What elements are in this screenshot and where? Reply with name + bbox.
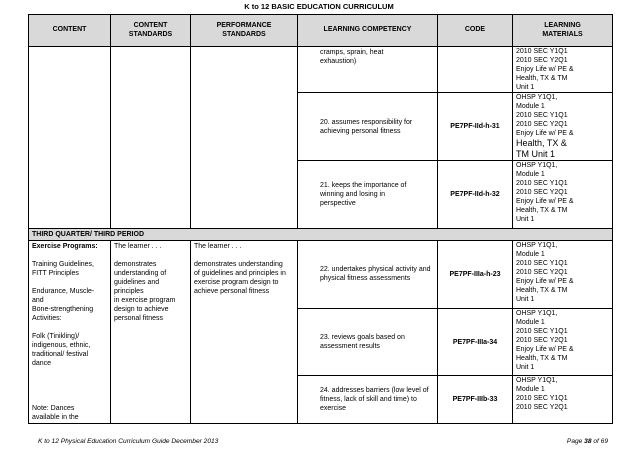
code-cell: PE7PF-IId-h-31 bbox=[438, 93, 513, 161]
materials-text-large: Health, TX & TM Unit 1 bbox=[516, 138, 567, 159]
materials-cell: OHSP Y1Q1, Module 1 2010 SEC Y1Q1 2010 SEC Y2Q1 Enjoy Life w/ PE & Health, TX & TM Unit 1 bbox=[513, 241, 613, 309]
content-standards-cell: The learner . . . demonstrates understanding of guidelines and principles in exercise program design to achieve personal fitness bbox=[111, 241, 191, 424]
curriculum-table bbox=[28, 14, 613, 424]
content-cell-empty bbox=[29, 47, 111, 229]
quarter-heading: THIRD QUARTER/ THIRD PERIOD bbox=[29, 229, 613, 241]
materials-cell bbox=[513, 93, 613, 161]
page-current: 38 bbox=[584, 438, 592, 445]
content-standards-cell-empty bbox=[111, 47, 191, 229]
table-row bbox=[29, 241, 613, 309]
footer-page-number bbox=[567, 438, 608, 445]
materials-text: OHSP Y1Q1, Module 1 2010 SEC Y1Q1 2010 SEC Y2Q1 Enjoy Life w/ PE & bbox=[516, 94, 574, 137]
competency-cell: 21. keeps the importance of winning and losing in perspective bbox=[298, 161, 438, 229]
competency-cell: 24. addresses barriers (low level of fitness, lack of skill and time) to exercise bbox=[298, 376, 438, 424]
materials-cell: OHSP Y1Q1, Module 1 2010 SEC Y1Q1 2010 SEC Y2Q1 Enjoy Life w/ PE & Health, TX & TM Unit 1 bbox=[513, 308, 613, 376]
page-prefix: Page bbox=[566, 438, 585, 445]
header-learning-materials: LEARNING MATERIALS bbox=[513, 15, 613, 47]
header-row bbox=[29, 15, 613, 47]
page-suffix: of 69 bbox=[591, 438, 608, 445]
competency-cell: 22. undertakes physical activity and physical fitness assessments bbox=[298, 241, 438, 309]
code-cell: PE7PF-IIIb-33 bbox=[438, 376, 513, 424]
competency-cell: 23. reviews goals based on assessment results bbox=[298, 308, 438, 376]
quarter-heading-row bbox=[29, 229, 613, 241]
performance-standards-cell: The learner . . . demonstrates understanding of guidelines and principles in exercise program design to achieve personal fitness bbox=[191, 241, 298, 424]
competency-cell: 20. assumes responsibility for achieving personal fitness bbox=[298, 93, 438, 161]
materials-cell: OHSP Y1Q1, Module 1 2010 SEC Y1Q1 2010 SEC Y2Q1 bbox=[513, 376, 613, 424]
header-content-standards: CONTENT STANDARDS bbox=[111, 15, 191, 47]
code-cell bbox=[438, 47, 513, 93]
content-cell bbox=[29, 241, 111, 424]
footer-guide-title: K to 12 Physical Education Curriculum Guide December 2013 bbox=[38, 438, 219, 445]
content-heading: Exercise Programs: bbox=[32, 243, 98, 250]
code-cell: PE7PF-IIIa-34 bbox=[438, 308, 513, 376]
content-body: Training Guidelines, FITT Principles Endurance, Muscle- and Bone-strengthening Activities: Folk (Tinikling)/ indigenous, ethnic, traditional/ festival dance Note: Dances available in the bbox=[32, 261, 95, 421]
document-title: K to 12 BASIC EDUCATION CURRICULUM bbox=[244, 2, 394, 11]
code-cell: PE7PF-IId-h-32 bbox=[438, 161, 513, 229]
table-row bbox=[29, 47, 613, 93]
header-code: CODE bbox=[438, 15, 513, 47]
code-cell: PE7PF-IIIa-h-23 bbox=[438, 241, 513, 309]
competency-cell: cramps, sprain, heat exhaustion) bbox=[298, 47, 438, 93]
header-content: CONTENT bbox=[29, 15, 111, 47]
materials-cell: 2010 SEC Y1Q1 2010 SEC Y2Q1 Enjoy Life w/ PE & Health, TX & TM Unit 1 bbox=[513, 47, 613, 93]
header-learning-competency: LEARNING COMPETENCY bbox=[298, 15, 438, 47]
performance-standards-cell-empty bbox=[191, 47, 298, 229]
materials-cell: OHSP Y1Q1, Module 1 2010 SEC Y1Q1 2010 SEC Y2Q1 Enjoy Life w/ PE & Health, TX & TM Unit 1 bbox=[513, 161, 613, 229]
header-performance-standards: PERFORMANCE STANDARDS bbox=[191, 15, 298, 47]
